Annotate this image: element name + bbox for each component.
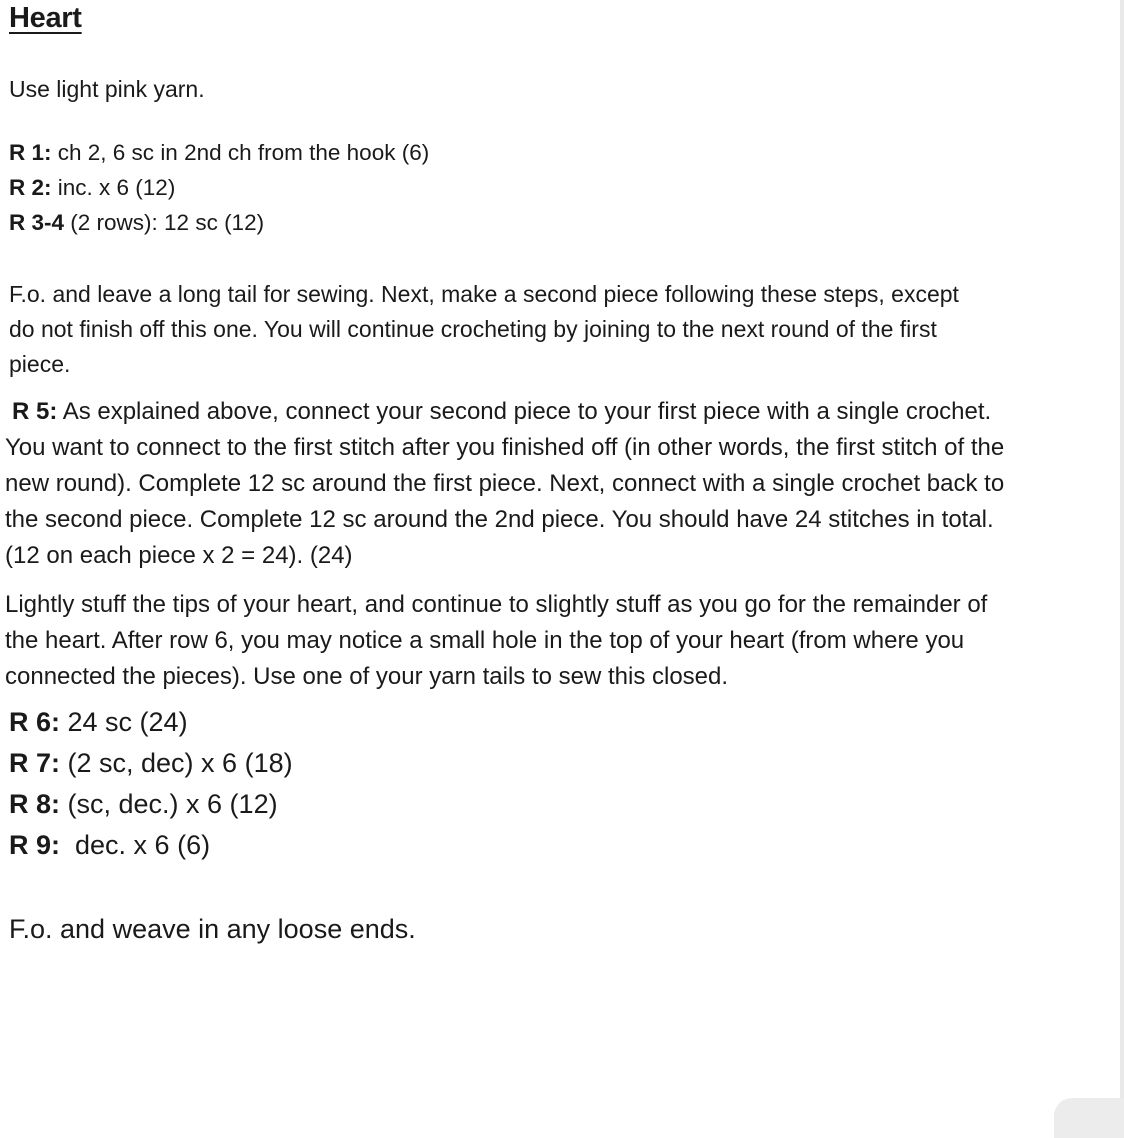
row-2 [9,175,175,201]
r5-line: the second piece. Complete 12 sc around the 2nd piece. You should have 24 stitches in total. [5,506,994,533]
row-1 [9,140,429,166]
fo-paragraph-line: F.o. and leave a long tail for sewing. Next, make a second piece following these steps, except [9,281,959,307]
stuff-paragraph-line: Lightly stuff the tips of your heart, and continue to slightly stuff as you go for the remainder of [5,591,988,618]
row-text: (sc, dec.) x 6 (12) [60,789,278,819]
row-text: (2 rows): 12 sc (12) [64,210,265,235]
row-9 [9,830,210,861]
scrollbar-track[interactable] [1120,0,1124,1124]
row-label: R 6: [9,707,61,737]
row-label: R 3-4 [9,210,65,235]
row-label: R 9: [9,830,61,860]
row-7 [9,748,293,779]
row-text: (2 sc, dec) x 6 (18) [60,748,293,778]
r5-line: (12 on each piece x 2 = 24). (24) [5,542,353,569]
row-6 [9,707,188,738]
intro-text: Use light pink yarn. [9,76,205,102]
row-3-4 [9,210,264,236]
row-label: R 7: [9,748,61,778]
stuff-paragraph-line: the heart. After row 6, you may notice a small hole in the top of your heart (from where you [5,627,965,654]
fo-paragraph-line: piece. [9,351,71,377]
footer-text: F.o. and weave in any loose ends. [9,914,416,944]
fo-paragraph-line: do not finish off this one. You will continue crocheting by joining to the next round of the first [9,316,937,342]
row-label: R 1: [9,140,52,165]
row-text: ch 2, 6 sc in 2nd ch from the hook (6) [51,140,430,165]
corner-tab[interactable] [1054,1098,1124,1138]
r5-line: new round). Complete 12 sc around the first piece. Next, connect with a single crochet back to [5,470,1005,497]
row-label: R 5: [12,398,58,425]
row-label: R 8: [9,789,61,819]
row-8 [9,789,278,820]
page-title: Heart [9,2,82,34]
row-text: dec. x 6 (6) [60,830,211,860]
stuff-paragraph-line: connected the pieces). Use one of your yarn tails to sew this closed. [5,663,729,690]
row-text: inc. x 6 (12) [51,175,176,200]
r5-text: As explained above, connect your second piece to your first piece with a single crochet. [57,398,992,425]
r5-line [12,394,991,430]
r5-line: You want to connect to the first stitch after you finished off (in other words, the first stitch of the [5,434,1005,461]
row-label: R 2: [9,175,52,200]
row-text: 24 sc (24) [60,707,188,737]
